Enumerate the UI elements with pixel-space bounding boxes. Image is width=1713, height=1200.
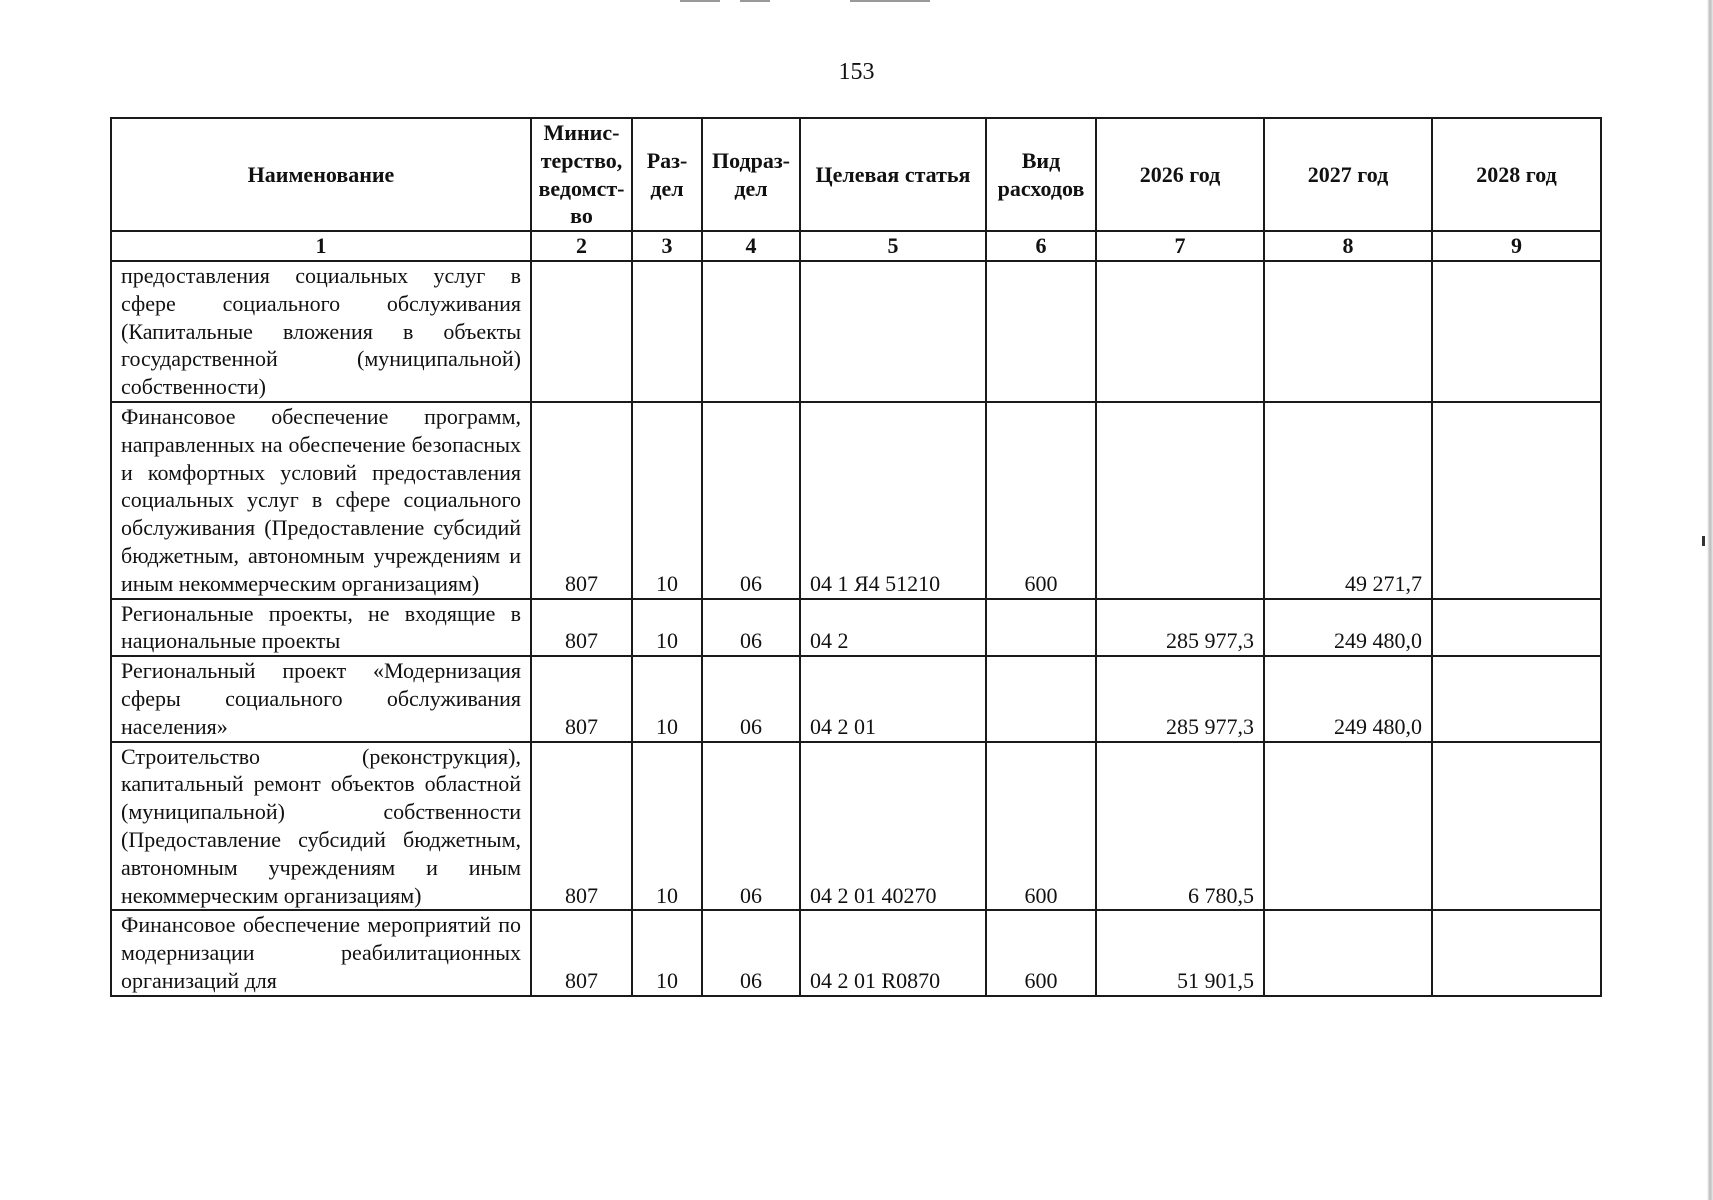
scan-top-marks [680,0,940,3]
row-expense-type [986,261,1096,402]
row-target: 04 1 Я4 51210 [800,402,986,599]
header-subsection: Подраз-дел [702,118,800,231]
row-2028 [1432,910,1601,995]
row-2027: 249 480,0 [1264,656,1432,741]
header-2026: 2026 год [1096,118,1264,231]
row-2026: 6 780,5 [1096,742,1264,911]
column-number: 8 [1264,231,1432,261]
row-name: Региональный проект «Модернизация сферы социального обслуживания населения» [111,656,531,741]
row-name: Финансовое обеспечение программ, направленных на обеспечение безопасных и комфортных условий предоставления социальных услуг в сфере социального обслуживания (Предоставление субсидий бюджетным, автономным учреждениям и иным некоммерческим организациям) [111,402,531,599]
table-row [111,599,1601,657]
row-2027 [1264,742,1432,911]
row-2026 [1096,402,1264,599]
row-ministry: 807 [531,656,632,741]
row-ministry: 807 [531,742,632,911]
row-2027: 49 271,7 [1264,402,1432,599]
header-section: Раз-дел [632,118,702,231]
row-ministry: 807 [531,910,632,995]
row-expense-type: 600 [986,910,1096,995]
table-row [111,261,1601,402]
row-target: 04 2 01 R0870 [800,910,986,995]
row-name: Региональные проекты, не входящие в национальные проекты [111,599,531,657]
row-subsection [702,261,800,402]
row-section: 10 [632,656,702,741]
header-target: Целевая статья [800,118,986,231]
row-section: 10 [632,599,702,657]
scan-page-edge [1707,0,1713,1200]
row-2028 [1432,742,1601,911]
row-subsection: 06 [702,656,800,741]
row-subsection: 06 [702,742,800,911]
header-name: Наименование [111,118,531,231]
header-row [111,118,1601,231]
row-2026: 51 901,5 [1096,910,1264,995]
row-name: Финансовое обеспечение мероприятий по модернизации реабилитационных организаций для [111,910,531,995]
row-target [800,261,986,402]
row-expense-type [986,599,1096,657]
row-2028 [1432,656,1601,741]
row-2026: 285 977,3 [1096,656,1264,741]
scan-side-mark [1702,536,1705,546]
budget-table [110,117,1602,997]
header-2028: 2028 год [1432,118,1601,231]
header-2027: 2027 год [1264,118,1432,231]
row-name: предоставления социальных услуг в сфере социального обслуживания (Капитальные вложения в объекты государственной (муниципальной) собственности) [111,261,531,402]
row-target: 04 2 [800,599,986,657]
column-number: 2 [531,231,632,261]
table-row [111,656,1601,741]
table-row [111,402,1601,599]
row-ministry: 807 [531,599,632,657]
row-section: 10 [632,402,702,599]
row-target: 04 2 01 40270 [800,742,986,911]
row-2027 [1264,910,1432,995]
header-expense-type: Вид расходов [986,118,1096,231]
column-number: 3 [632,231,702,261]
row-subsection: 06 [702,599,800,657]
row-expense-type [986,656,1096,741]
column-number: 6 [986,231,1096,261]
row-expense-type: 600 [986,742,1096,911]
row-2026 [1096,261,1264,402]
row-ministry [531,261,632,402]
page-number: 153 [838,59,875,85]
row-2028 [1432,402,1601,599]
row-subsection: 06 [702,910,800,995]
header-ministry: Минис-терство, ведомст-во [531,118,632,231]
row-2028 [1432,261,1601,402]
row-2027: 249 480,0 [1264,599,1432,657]
column-number-row [111,231,1601,261]
row-section: 10 [632,910,702,995]
column-number: 7 [1096,231,1264,261]
column-number: 1 [111,231,531,261]
column-number: 9 [1432,231,1601,261]
row-subsection: 06 [702,402,800,599]
row-expense-type: 600 [986,402,1096,599]
column-number: 4 [702,231,800,261]
row-section [632,261,702,402]
row-ministry: 807 [531,402,632,599]
table-row [111,910,1601,995]
row-name: Строительство (реконструкция), капитальный ремонт объектов областной (муниципальной) собственности (Предоставление субсидий бюджетным, автономным учреждениям и иным некоммерческим организациям) [111,742,531,911]
row-2026: 285 977,3 [1096,599,1264,657]
column-number: 5 [800,231,986,261]
row-2028 [1432,599,1601,657]
row-target: 04 2 01 [800,656,986,741]
row-section: 10 [632,742,702,911]
row-2027 [1264,261,1432,402]
table-row [111,742,1601,911]
